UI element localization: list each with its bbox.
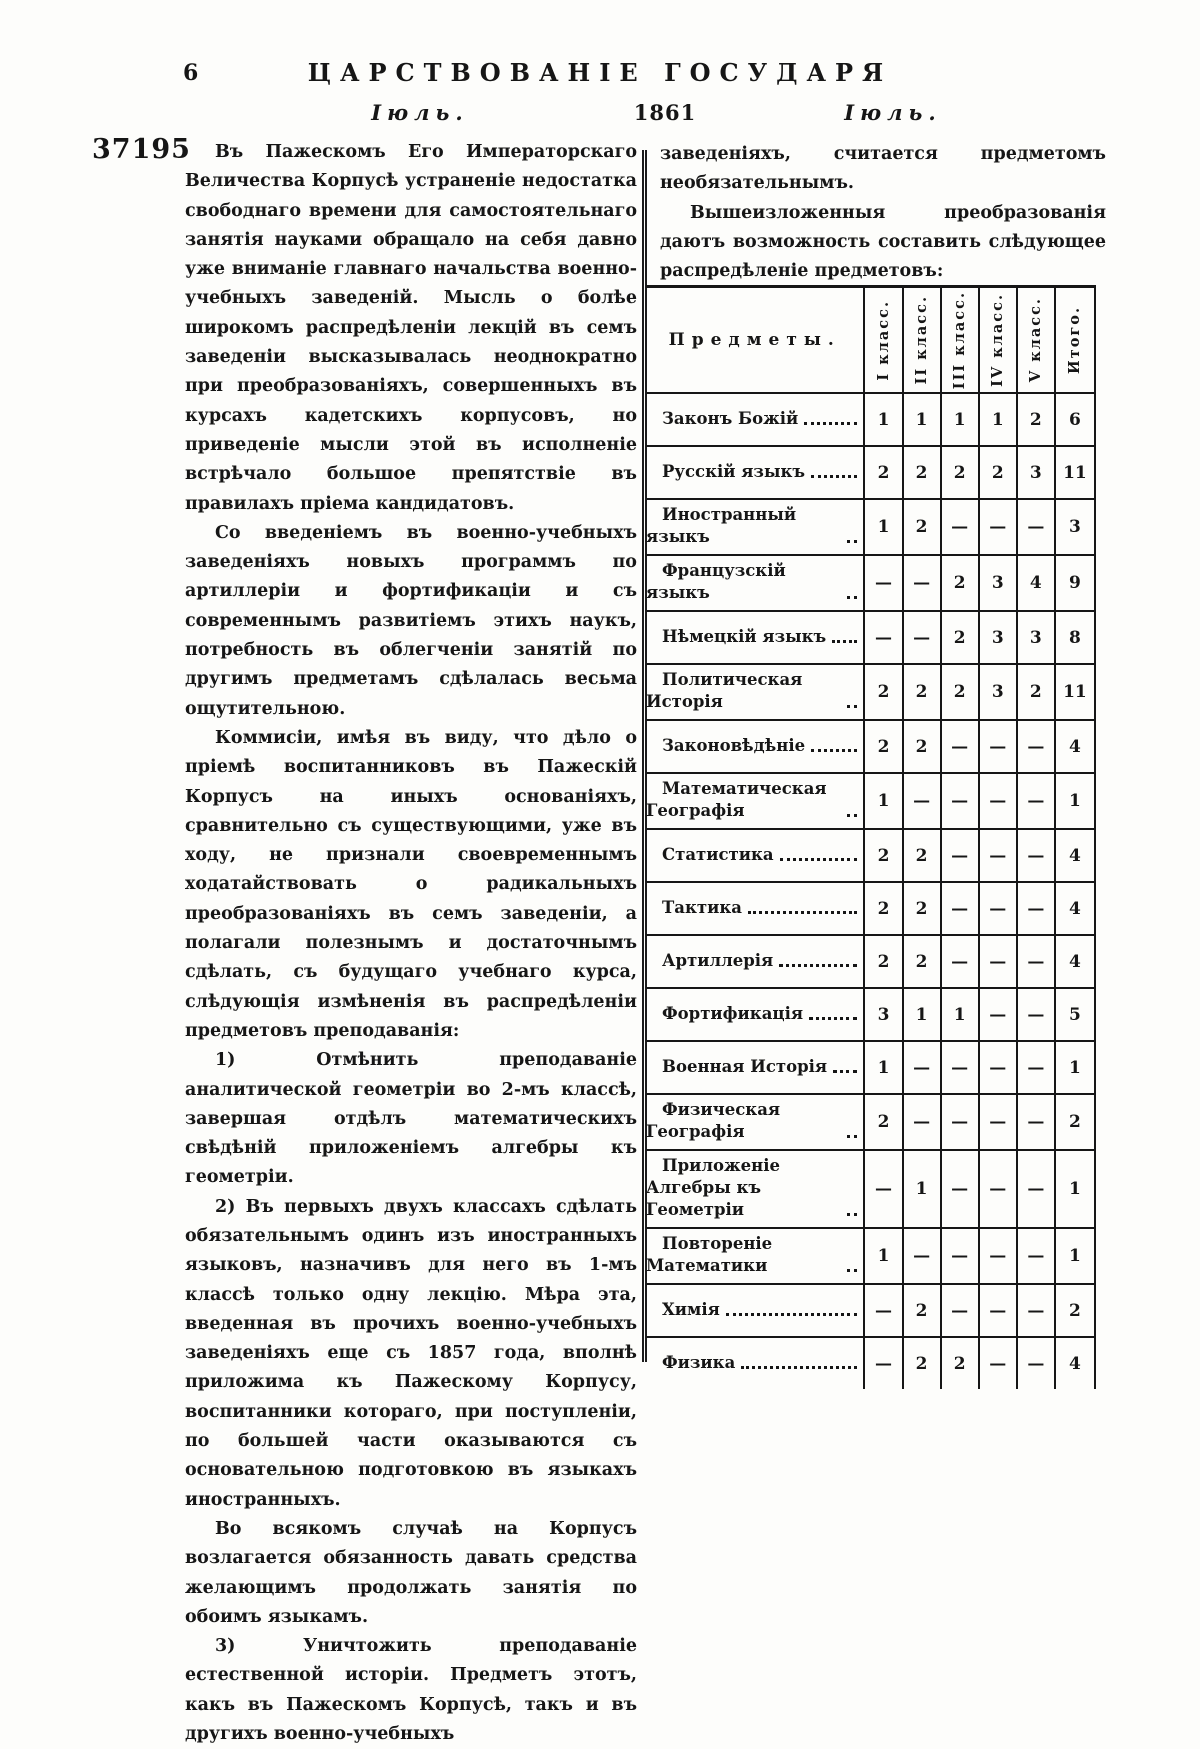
running-title: ЦАРСТВОВАНІЕ ГОСУДАРЯ — [307, 58, 893, 87]
hours-cell: — — [979, 882, 1017, 935]
hours-cell: — — [941, 1150, 979, 1228]
dot-leader — [726, 1313, 858, 1316]
month-label-left: Іюль. — [371, 100, 469, 125]
subject-label: Физика — [662, 1352, 736, 1372]
hours-cell: 2 — [941, 611, 979, 664]
left-column — [185, 138, 637, 1749]
hours-cell: — — [903, 611, 941, 664]
total-cell: 1 — [1055, 773, 1095, 829]
hours-cell: 4 — [1017, 555, 1055, 611]
hours-cell: 2 — [1017, 664, 1055, 720]
table-header-row — [646, 287, 1095, 394]
hours-cell: — — [979, 1337, 1017, 1389]
hours-cell: — — [1017, 1094, 1055, 1150]
subject-label: Законъ Божій — [662, 408, 799, 428]
hours-cell: — — [979, 1041, 1017, 1094]
subject-cell — [646, 829, 864, 882]
dot-leader — [847, 1135, 857, 1138]
hours-cell: 3 — [979, 611, 1017, 664]
subjects-table-container — [646, 285, 1098, 1389]
table-header-class-4 — [979, 287, 1017, 394]
hours-cell: — — [979, 499, 1017, 555]
hours-cell: 2 — [864, 1094, 902, 1150]
hours-cell: — — [1017, 935, 1055, 988]
hours-cell: — — [979, 1094, 1017, 1150]
hours-cell: — — [864, 1150, 902, 1228]
hours-cell: — — [941, 829, 979, 882]
table-row — [646, 1228, 1095, 1284]
hours-cell: 2 — [903, 1284, 941, 1337]
table-header-class-1-label: I класс. — [875, 299, 893, 381]
paragraph: 3) Уничтожить преподаваніе естественной исторіи. Предметъ этотъ, какъ въ Пажескомъ Корпусѣ, такъ и въ другихъ военно-учебныхъ — [185, 1636, 637, 1745]
table-row — [646, 611, 1095, 664]
hours-cell: — — [1017, 1337, 1055, 1389]
subject-cell — [646, 393, 864, 446]
hours-cell: — — [979, 1228, 1017, 1284]
subjects-table-body — [646, 393, 1095, 1389]
hours-cell: — — [941, 1041, 979, 1094]
hours-cell: — — [864, 611, 902, 664]
subject-label: Русскій языкъ — [662, 461, 806, 481]
hours-cell: 2 — [903, 829, 941, 882]
hours-cell: 1 — [941, 988, 979, 1041]
table-row — [646, 664, 1095, 720]
hours-cell: 2 — [864, 882, 902, 935]
page-number: 6 — [183, 60, 199, 86]
total-cell: 6 — [1055, 393, 1095, 446]
total-cell: 4 — [1055, 829, 1095, 882]
dot-leader — [833, 1070, 857, 1073]
subject-cell — [646, 988, 864, 1041]
table-row — [646, 446, 1095, 499]
hours-cell: 2 — [979, 446, 1017, 499]
table-header-class-1 — [864, 287, 902, 394]
hours-cell: — — [1017, 829, 1055, 882]
hours-cell: — — [941, 1094, 979, 1150]
dot-leader — [811, 475, 857, 478]
subject-cell — [646, 1094, 864, 1150]
table-row — [646, 829, 1095, 882]
hours-cell: 2 — [903, 664, 941, 720]
hours-cell: — — [1017, 773, 1055, 829]
subject-label: Приложеніе Алгебры къ Геометріи — [646, 1156, 780, 1219]
table-row — [646, 882, 1095, 935]
subject-cell — [646, 664, 864, 720]
paragraph: Въ Пажескомъ Его Императорскаго Величества Корпусѣ устраненіе недостатка свободнаго времени для самостоятельнаго занятія науками обращало на себя давно уже вниманіе главнаго начальства военно-учебныхъ заведеній. Мысль о болѣе широкомъ распредѣленіи лекцій въ семъ заведеніи высказывалась неоднократно при преобразованіяхъ, совершенныхъ въ курсахъ кадетскихъ корпусовъ, но приведеніе мысли этой въ исполненіе встрѣчало большое препятствіе въ правилахъ пріема кандидатовъ. — [185, 142, 637, 514]
hours-cell: 1 — [979, 393, 1017, 446]
table-row — [646, 1094, 1095, 1150]
hours-cell: — — [979, 773, 1017, 829]
hours-cell: — — [1017, 1150, 1055, 1228]
hours-cell: 2 — [903, 720, 941, 773]
hours-cell: 3 — [1017, 611, 1055, 664]
subject-cell — [646, 1337, 864, 1389]
paragraph: 1) Отмѣнить преподаваніе аналитической геометріи во 2-мъ классѣ, завершая отдѣлъ математическихъ свѣдѣній приложеніемъ алгебры къ геометріи. — [185, 1050, 637, 1188]
total-cell: 4 — [1055, 882, 1095, 935]
table-header-class-3 — [941, 287, 979, 394]
hours-cell: 2 — [903, 935, 941, 988]
subject-cell — [646, 446, 864, 499]
table-header-subjects: Предметы. — [646, 287, 864, 394]
total-cell: 2 — [1055, 1284, 1095, 1337]
hours-cell: 2 — [903, 882, 941, 935]
total-cell: 2 — [1055, 1094, 1095, 1150]
table-header-class-2-label: II класс. — [913, 295, 931, 385]
total-cell: 1 — [1055, 1228, 1095, 1284]
hours-cell: 1 — [903, 988, 941, 1041]
paragraph: Во всякомъ случаѣ на Корпусъ возлагается обязанность давать средства желающимъ продолжать занятія по обоимъ языкамъ. — [185, 1518, 637, 1627]
hours-cell: — — [979, 1150, 1017, 1228]
hours-cell: 1 — [864, 393, 902, 446]
subject-label: Артиллерія — [662, 950, 774, 970]
hours-cell: 2 — [941, 446, 979, 499]
subject-label: Французскій языкъ — [646, 561, 786, 602]
subject-cell — [646, 935, 864, 988]
total-cell: 11 — [1055, 664, 1095, 720]
hours-cell: — — [1017, 499, 1055, 555]
hours-cell: 3 — [979, 555, 1017, 611]
total-cell: 9 — [1055, 555, 1095, 611]
subject-cell — [646, 720, 864, 773]
hours-cell: 1 — [864, 499, 902, 555]
dot-leader — [741, 1366, 857, 1369]
table-header-class-3-label: III класс. — [951, 290, 969, 390]
hours-cell: 1 — [903, 1150, 941, 1228]
dot-leader — [847, 1213, 857, 1216]
dot-leader — [847, 814, 857, 817]
subject-label: Фортификація — [662, 1003, 804, 1023]
total-cell: 5 — [1055, 988, 1095, 1041]
hours-cell: — — [903, 1094, 941, 1150]
total-cell: 4 — [1055, 1337, 1095, 1389]
paragraph: заведеніяхъ, считается предметомъ необязательнымъ. — [660, 144, 1106, 194]
subject-label: Иностранный языкъ — [646, 505, 797, 546]
subject-label: Тактика — [662, 897, 742, 917]
hours-cell: — — [979, 1284, 1017, 1337]
dot-leader — [804, 422, 857, 425]
subject-label: Военная Исторія — [662, 1056, 828, 1076]
hours-cell: 2 — [864, 664, 902, 720]
hours-cell: — — [1017, 720, 1055, 773]
subject-label: Политическая Исторія — [646, 670, 803, 711]
hours-cell: — — [1017, 1228, 1055, 1284]
hours-cell: 1 — [941, 393, 979, 446]
subject-label: Нѣмецкій языкъ — [662, 626, 827, 646]
table-row — [646, 935, 1095, 988]
hours-cell: 2 — [941, 1337, 979, 1389]
hours-cell: 1 — [864, 1041, 902, 1094]
hours-cell: — — [979, 720, 1017, 773]
total-cell: 4 — [1055, 935, 1095, 988]
table-row — [646, 988, 1095, 1041]
hours-cell: 1 — [864, 1228, 902, 1284]
hours-cell: — — [979, 829, 1017, 882]
hours-cell: 2 — [864, 935, 902, 988]
month-label-right: Іюль. — [844, 100, 942, 125]
hours-cell: 2 — [941, 664, 979, 720]
subject-label: Математическая Географія — [646, 779, 827, 820]
total-cell: 4 — [1055, 720, 1095, 773]
dot-leader — [811, 749, 857, 752]
dot-leader — [780, 858, 858, 861]
total-cell: 1 — [1055, 1150, 1095, 1228]
subject-label: Законовѣдѣніе — [662, 735, 806, 755]
hours-cell: — — [941, 935, 979, 988]
hours-cell: 2 — [864, 829, 902, 882]
subject-cell — [646, 555, 864, 611]
table-header-total — [1055, 287, 1095, 394]
hours-cell: — — [903, 773, 941, 829]
subject-cell — [646, 773, 864, 829]
hours-cell: 2 — [903, 1337, 941, 1389]
dot-leader — [809, 1017, 857, 1020]
subject-cell — [646, 1150, 864, 1228]
hours-cell: 3 — [979, 664, 1017, 720]
hours-cell: — — [903, 1041, 941, 1094]
table-row — [646, 555, 1095, 611]
hours-cell: 1 — [864, 773, 902, 829]
hours-cell: 2 — [903, 499, 941, 555]
right-column — [660, 140, 1106, 286]
hours-cell: — — [941, 1228, 979, 1284]
subject-cell — [646, 1284, 864, 1337]
hours-cell: 2 — [1017, 393, 1055, 446]
act-number: 37195 — [92, 134, 191, 165]
hours-cell: — — [864, 1337, 902, 1389]
table-row — [646, 720, 1095, 773]
hours-cell: 2 — [903, 446, 941, 499]
hours-cell: 1 — [903, 393, 941, 446]
subject-cell — [646, 882, 864, 935]
hours-cell: — — [979, 935, 1017, 988]
table-header-class-5-label: V класс. — [1027, 297, 1045, 383]
table-row — [646, 393, 1095, 446]
hours-cell: 2 — [864, 720, 902, 773]
subject-label: Химія — [662, 1299, 720, 1319]
year-label: 1861 — [633, 100, 697, 125]
hours-cell: — — [903, 555, 941, 611]
total-cell: 11 — [1055, 446, 1095, 499]
hours-cell: — — [941, 499, 979, 555]
table-header-class-2 — [903, 287, 941, 394]
subject-cell — [646, 1228, 864, 1284]
total-cell: 8 — [1055, 611, 1095, 664]
hours-cell: — — [1017, 988, 1055, 1041]
hours-cell: — — [941, 1284, 979, 1337]
hours-cell: 2 — [864, 446, 902, 499]
subject-label: Статистика — [662, 844, 774, 864]
table-row — [646, 1284, 1095, 1337]
table-row — [646, 499, 1095, 555]
dot-leader — [748, 911, 858, 914]
subjects-table — [646, 285, 1096, 1389]
dot-leader — [779, 964, 857, 967]
paragraph: Со введеніемъ въ военно-учебныхъ заведеніяхъ новыхъ программъ по артиллеріи и фортификаціи и съ современнымъ развитіемъ этихъ наукъ, потребность въ облегченіи занятій по другимъ предметамъ сдѣлалась весьма ощутительною. — [185, 522, 637, 719]
table-row — [646, 773, 1095, 829]
paragraph: Коммисіи, имѣя въ виду, что дѣло о пріемѣ воспитанниковъ въ Пажескій Корпусъ на иныхъ основаніяхъ, сравнительно съ существующими, уже въ ходу, не признали своевременнымъ ходатайствовать о радикальныхъ преобразованіяхъ въ семъ заведеніи, а полагали полезнымъ и достаточнымъ сдѣлать, съ будущаго учебнаго курса, слѣдующія измѣненія въ распредѣленіи предметовъ преподаванія: — [185, 727, 637, 1041]
hours-cell: — — [864, 1284, 902, 1337]
paragraph: Вышеизложенныя преобразованія даютъ возможность составить слѣдующее распредѣленіе предметовъ: — [660, 202, 1106, 282]
hours-cell: — — [1017, 882, 1055, 935]
table-header-total-label: Итого. — [1066, 306, 1084, 374]
hours-cell: — — [903, 1228, 941, 1284]
total-cell: 1 — [1055, 1041, 1095, 1094]
subject-label: Физическая Географія — [646, 1100, 781, 1141]
hours-cell: — — [979, 988, 1017, 1041]
dot-leader — [847, 1269, 857, 1272]
hours-cell: — — [941, 882, 979, 935]
hours-cell: — — [1017, 1041, 1055, 1094]
subject-cell — [646, 611, 864, 664]
hours-cell: 2 — [941, 555, 979, 611]
hours-cell: 3 — [1017, 446, 1055, 499]
dot-leader — [832, 640, 857, 643]
table-header-class-5 — [1017, 287, 1055, 394]
subject-cell — [646, 1041, 864, 1094]
total-cell: 3 — [1055, 499, 1095, 555]
hours-cell: 3 — [864, 988, 902, 1041]
table-row — [646, 1337, 1095, 1389]
table-row — [646, 1041, 1095, 1094]
subject-label: Повтореніе Математики — [646, 1234, 773, 1275]
table-header-class-4-label: IV класс. — [989, 293, 1007, 387]
hours-cell: — — [1017, 1284, 1055, 1337]
subject-cell — [646, 499, 864, 555]
hours-cell: — — [941, 720, 979, 773]
table-row — [646, 1150, 1095, 1228]
paragraph: 2) Въ первыхъ двухъ классахъ сдѣлать обязательнымъ одинъ изъ иностранныхъ языковъ, назначивъ для него въ 1-мъ классѣ только одну лекцію. Мѣра эта, введенная въ прочихъ военно-учебныхъ заведеніяхъ еще съ 1857 года, вполнѣ приложима къ Пажескому Корпусу, воспитанники котораго, при поступленіи, по большей части оказываются съ основательною подготовкою въ языкахъ иностранныхъ. — [185, 1196, 637, 1510]
dot-leader — [847, 540, 857, 543]
dot-leader — [847, 596, 857, 599]
dot-leader — [847, 705, 857, 708]
hours-cell: — — [864, 555, 902, 611]
hours-cell: — — [941, 773, 979, 829]
